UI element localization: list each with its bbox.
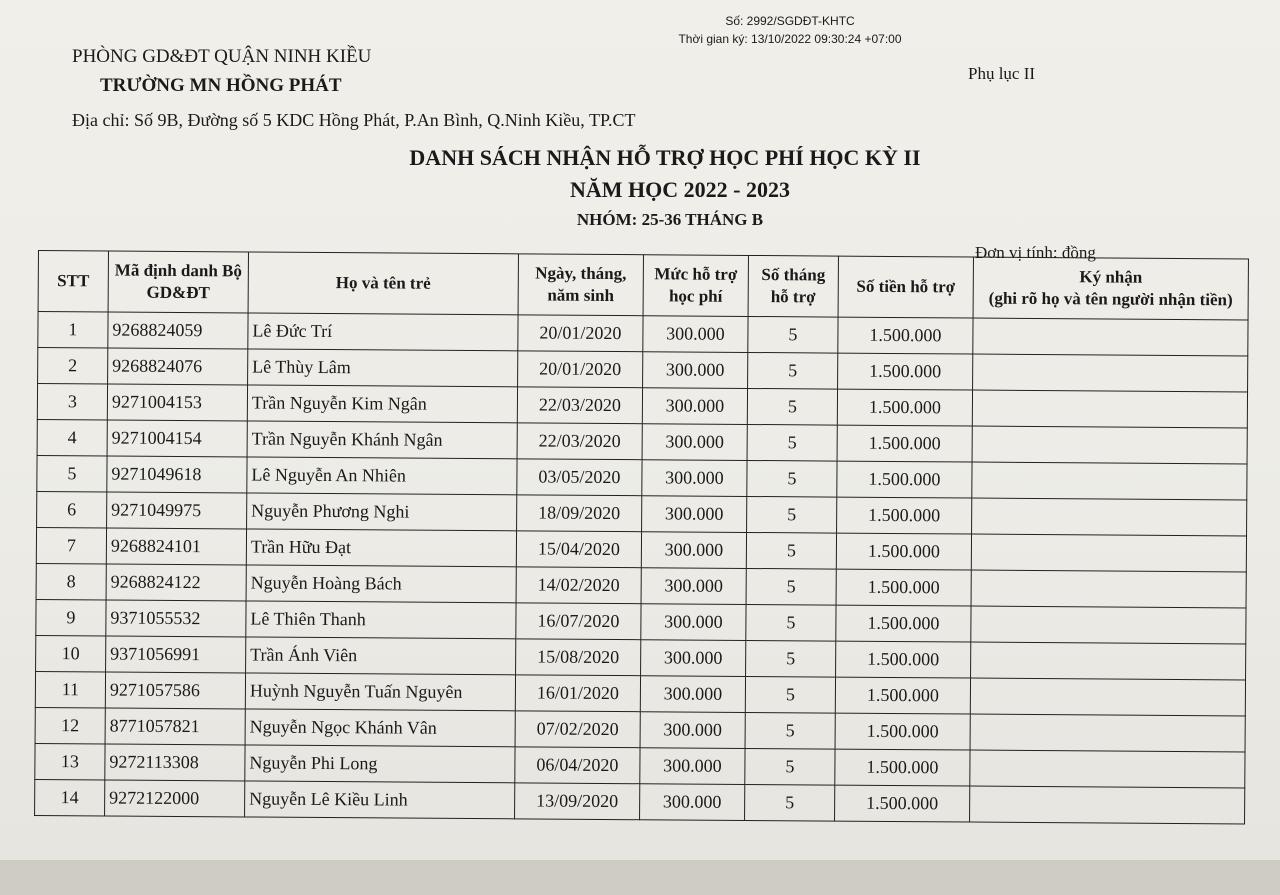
cell-stt: 9 xyxy=(36,599,106,635)
cell-amount: 1.500.000 xyxy=(835,713,970,750)
cell-months: 5 xyxy=(745,748,835,785)
cell-student-id: 9272122000 xyxy=(105,780,245,817)
cell-months: 5 xyxy=(747,388,837,425)
support-list-table-wrapper xyxy=(34,250,1248,824)
currency-unit: Đơn vị tính: đồng xyxy=(975,243,1096,262)
cell-child-name: Trần Hữu Đạt xyxy=(246,529,516,567)
header-signature-title: Ký nhận xyxy=(1079,267,1143,287)
cell-signature xyxy=(973,318,1248,356)
desk-background xyxy=(0,860,1280,895)
cell-birth-date: 07/02/2020 xyxy=(515,711,640,748)
cell-months: 5 xyxy=(746,568,836,605)
cell-birth-date: 15/08/2020 xyxy=(516,639,641,676)
cell-stt: 12 xyxy=(35,707,105,743)
cell-child-name: Lê Đức Trí xyxy=(248,313,518,351)
cell-support-rate: 300.000 xyxy=(641,568,746,605)
cell-months: 5 xyxy=(745,676,835,713)
cell-birth-date: 18/09/2020 xyxy=(517,495,642,532)
school-year: NĂM HỌC 2022 - 2023 xyxy=(570,177,790,202)
cell-amount: 1.500.000 xyxy=(837,497,972,534)
cell-support-rate: 300.000 xyxy=(641,532,746,569)
cell-months: 5 xyxy=(745,712,835,749)
cell-child-name: Huỳnh Nguyễn Tuấn Nguyên xyxy=(245,673,515,711)
cell-signature xyxy=(971,606,1246,644)
cell-support-rate: 300.000 xyxy=(643,352,748,389)
cell-months: 5 xyxy=(748,352,838,389)
cell-amount: 1.500.000 xyxy=(835,749,970,786)
cell-amount: 1.500.000 xyxy=(836,605,971,642)
cell-months: 5 xyxy=(745,784,835,821)
cell-signature xyxy=(971,570,1246,608)
cell-student-id: 9271057586 xyxy=(105,672,245,709)
cell-student-id: 9271049975 xyxy=(107,492,247,529)
cell-signature xyxy=(972,426,1247,464)
cell-amount: 1.500.000 xyxy=(838,353,973,390)
cell-signature xyxy=(970,678,1245,716)
cell-months: 5 xyxy=(747,424,837,461)
cell-birth-date: 22/03/2020 xyxy=(517,423,642,460)
cell-child-name: Nguyễn Phi Long xyxy=(245,745,515,783)
cell-amount: 1.500.000 xyxy=(836,641,971,678)
cell-stt: 13 xyxy=(35,743,105,779)
cell-child-name: Nguyễn Hoàng Bách xyxy=(246,565,516,603)
digital-signature-info xyxy=(650,12,930,48)
cell-student-id: 9268824076 xyxy=(108,348,248,385)
cell-birth-date: 13/09/2020 xyxy=(515,783,640,820)
header-birth-date: Ngày, tháng, năm sinh xyxy=(518,254,643,316)
cell-support-rate: 300.000 xyxy=(642,460,747,497)
cell-student-id: 9268824122 xyxy=(106,564,246,601)
cell-support-rate: 300.000 xyxy=(640,784,745,821)
group-label: NHÓM: 25-36 THÁNG B xyxy=(576,210,764,229)
cell-birth-date: 06/04/2020 xyxy=(515,747,640,784)
cell-child-name: Lê Nguyễn An Nhiên xyxy=(247,457,517,495)
cell-amount: 1.500.000 xyxy=(837,425,972,462)
cell-support-rate: 300.000 xyxy=(641,640,746,677)
cell-signature xyxy=(972,462,1247,500)
cell-support-rate: 300.000 xyxy=(642,424,747,461)
table-header-row xyxy=(38,251,1248,320)
cell-student-id: 9271049618 xyxy=(107,456,247,493)
header-amount: Số tiền hỗ trợ xyxy=(838,256,973,318)
cell-amount: 1.500.000 xyxy=(836,533,971,570)
header-stt: STT xyxy=(38,251,108,312)
appendix-label: Phụ lục II xyxy=(968,64,1036,83)
cell-child-name: Trần Nguyễn Kim Ngân xyxy=(247,385,517,423)
cell-amount: 1.500.000 xyxy=(837,461,972,498)
header-student-id: Mã định danh Bộ GD&ĐT xyxy=(108,251,248,313)
cell-student-id: 9271004153 xyxy=(107,384,247,421)
cell-signature xyxy=(971,642,1246,680)
cell-child-name: Lê Thiên Thanh xyxy=(246,601,516,639)
cell-amount: 1.500.000 xyxy=(835,677,970,714)
cell-months: 5 xyxy=(748,316,838,353)
cell-student-id: 9271004154 xyxy=(107,420,247,457)
header-months: Số tháng hỗ trợ xyxy=(748,255,838,317)
school-address: Địa chỉ: Số 9B, Đường số 5 KDC Hồng Phát, P.An Bình, Q.Ninh Kiều, TP.CT xyxy=(72,110,636,130)
cell-child-name: Trần Nguyễn Khánh Ngân xyxy=(247,421,517,459)
cell-stt: 8 xyxy=(36,563,106,599)
cell-birth-date: 14/02/2020 xyxy=(516,567,641,604)
cell-support-rate: 300.000 xyxy=(642,388,747,425)
cell-amount: 1.500.000 xyxy=(836,569,971,606)
header-child-name: Họ và tên trẻ xyxy=(248,252,518,315)
cell-birth-date: 15/04/2020 xyxy=(516,531,641,568)
cell-support-rate: 300.000 xyxy=(643,316,748,353)
school-name: TRƯỜNG MN HỒNG PHÁT xyxy=(100,75,342,96)
table-body xyxy=(35,312,1248,824)
cell-signature xyxy=(970,750,1245,788)
cell-birth-date: 16/01/2020 xyxy=(515,675,640,712)
cell-stt: 1 xyxy=(38,312,108,348)
department-name: PHÒNG GD&ĐT QUẬN NINH KIỀU xyxy=(72,46,372,67)
cell-support-rate: 300.000 xyxy=(641,604,746,641)
cell-signature xyxy=(972,390,1247,428)
cell-support-rate: 300.000 xyxy=(640,748,745,785)
header-support-rate: Mức hỗ trợ học phí xyxy=(643,255,748,317)
cell-months: 5 xyxy=(746,604,836,641)
cell-months: 5 xyxy=(747,460,837,497)
cell-student-id: 9268824059 xyxy=(108,312,248,349)
cell-child-name: Lê Thùy Lâm xyxy=(248,349,518,387)
cell-student-id: 8771057821 xyxy=(105,708,245,745)
cell-stt: 7 xyxy=(36,527,106,563)
cell-stt: 2 xyxy=(38,348,108,384)
table-row xyxy=(35,779,1245,823)
cell-child-name: Nguyễn Lê Kiều Linh xyxy=(245,781,515,819)
document-number: Số: 2992/SGDĐT-KHTC xyxy=(725,14,855,28)
cell-stt: 10 xyxy=(36,635,106,671)
cell-amount: 1.500.000 xyxy=(837,389,972,426)
cell-months: 5 xyxy=(747,496,837,533)
signing-time: Thời gian ký: 13/10/2022 09:30:24 +07:00 xyxy=(678,32,902,46)
cell-signature xyxy=(972,498,1247,536)
cell-stt: 14 xyxy=(35,779,105,815)
cell-months: 5 xyxy=(746,640,836,677)
cell-amount: 1.500.000 xyxy=(838,317,973,354)
cell-birth-date: 03/05/2020 xyxy=(517,459,642,496)
cell-signature xyxy=(970,786,1245,824)
cell-student-id: 9371056991 xyxy=(106,636,246,673)
cell-months: 5 xyxy=(746,532,836,569)
support-list-table xyxy=(34,250,1249,824)
cell-child-name: Trần Ánh Viên xyxy=(246,637,516,675)
cell-stt: 5 xyxy=(37,455,107,491)
cell-signature xyxy=(973,354,1248,392)
cell-stt: 6 xyxy=(37,491,107,527)
document-title: DANH SÁCH NHẬN HỖ TRỢ HỌC PHÍ HỌC KỲ II xyxy=(409,145,921,170)
cell-support-rate: 300.000 xyxy=(640,712,745,749)
cell-support-rate: 300.000 xyxy=(640,676,745,713)
cell-support-rate: 300.000 xyxy=(642,496,747,533)
cell-stt: 3 xyxy=(37,384,107,420)
cell-birth-date: 20/01/2020 xyxy=(518,315,643,352)
cell-student-id: 9371055532 xyxy=(106,600,246,637)
cell-student-id: 9272113308 xyxy=(105,744,245,781)
cell-child-name: Nguyễn Phương Nghi xyxy=(247,493,517,531)
cell-student-id: 9268824101 xyxy=(106,528,246,565)
cell-birth-date: 22/03/2020 xyxy=(517,387,642,424)
cell-stt: 4 xyxy=(37,419,107,455)
cell-birth-date: 16/07/2020 xyxy=(516,603,641,640)
cell-amount: 1.500.000 xyxy=(835,785,970,822)
header-signature xyxy=(973,257,1248,320)
cell-stt: 11 xyxy=(35,671,105,707)
cell-signature xyxy=(971,534,1246,572)
cell-birth-date: 20/01/2020 xyxy=(518,351,643,388)
cell-signature xyxy=(970,714,1245,752)
header-signature-note: (ghi rõ họ và tên người nhận tiền) xyxy=(988,288,1233,310)
cell-child-name: Nguyễn Ngọc Khánh Vân xyxy=(245,709,515,747)
